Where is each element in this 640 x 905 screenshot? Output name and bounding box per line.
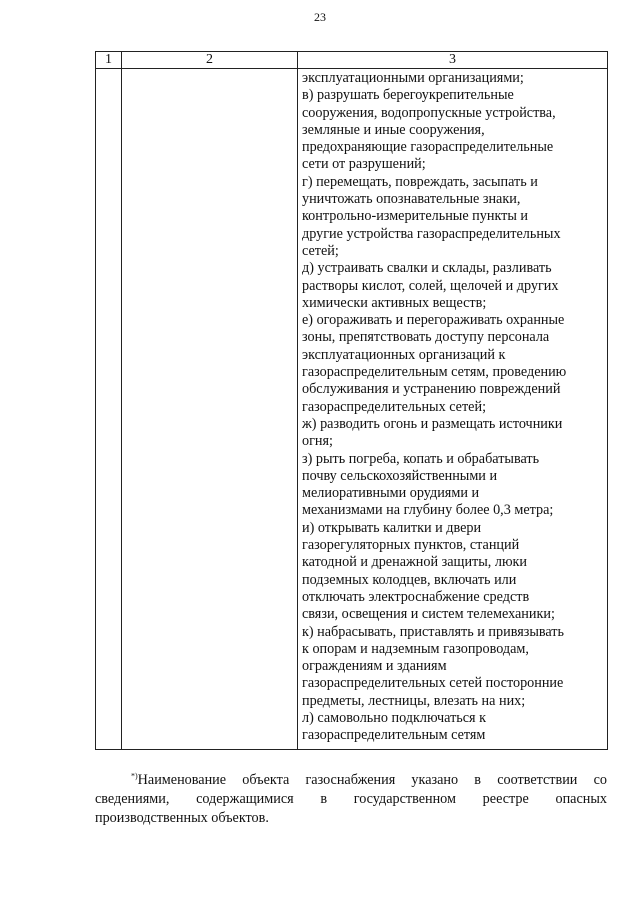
column-header-1: 1 [96, 52, 122, 69]
text-line: растворы кислот, солей, щелочей и других [302, 277, 559, 294]
text-line: з) рыть погреба, копать и обрабатывать [302, 450, 540, 467]
footnote [95, 771, 607, 828]
text-line: связи, освещения и систем телемеханики; [302, 606, 555, 623]
text-line: другие устройства газораспределительных [302, 225, 561, 242]
text-line: л) самовольно подключаться к [302, 709, 487, 726]
text-line: почву сельскохозяйственными и [302, 467, 498, 484]
text-line: е) огораживать и перегораживать охранные [302, 312, 565, 329]
text-line: подземных колодцев, включать или [302, 571, 517, 588]
table-cell-col3 [298, 69, 608, 750]
table-cell-col2 [122, 69, 298, 750]
footnote-word: в [320, 791, 328, 807]
text-line: мелиоративными орудиями и [302, 485, 480, 502]
footnote-line-3: производственных объектов. [95, 810, 269, 826]
footnote-line-1 [95, 771, 607, 790]
column-header-2: 2 [122, 52, 298, 69]
text-line: контрольно-измерительные пункты и [302, 208, 529, 225]
text-line: к) набрасывать, приставлять и привязывать [302, 623, 564, 640]
text-line: д) устраивать свалки и склады, разливать [302, 260, 552, 277]
text-line: эксплуатационными организациями; [302, 70, 524, 86]
text-line: земляные и иные сооружения, [302, 121, 485, 138]
text-line: предохраняющие газораспределительные [302, 139, 554, 156]
text-line: газорегуляторных пунктов, станций [302, 537, 520, 554]
text-line: газораспределительным сетям, проведению [302, 364, 567, 381]
column-header-3: 3 [298, 52, 608, 69]
footnote-word: опасных [555, 791, 607, 807]
footnote-line-2 [95, 790, 607, 809]
footnote-word: содержащимися [196, 791, 294, 807]
document-table [95, 51, 608, 750]
text-line: в) разрушать берегоукрепительные [302, 87, 514, 104]
text-line: к опорам и надземным газопроводам, [302, 640, 529, 657]
text-line: химически активных веществ; [302, 294, 487, 311]
text-line: газораспределительным сетям [302, 727, 486, 744]
text-line: г) перемещать, повреждать, засыпать и [302, 173, 538, 190]
text-line: отключать электроснабжение средств [302, 588, 530, 605]
text-line: зоны, препятствовать доступу персонала [302, 329, 550, 346]
text-line: катодной и дренажной защиты, люки [302, 554, 528, 571]
footnote-word: государственном [353, 791, 456, 807]
footnote-marker: *) [131, 771, 138, 781]
text-line: предметы, лестницы, влезать на них; [302, 692, 526, 709]
text-line: ж) разводить огонь и размещать источники [302, 415, 563, 432]
text-line: и) открывать калитки и двери [302, 519, 482, 536]
page-number: 23 [314, 10, 326, 24]
text-line: газораспределительных сетей; [302, 398, 487, 415]
table-cell-col1 [96, 69, 122, 750]
text-line: эксплуатационных организаций к [302, 346, 506, 363]
text-line: сетей; [302, 242, 339, 259]
table-row [96, 69, 608, 750]
footnote-text-1: Наименование объекта газоснабжения указано в соответствии со [137, 772, 607, 788]
footnote-word: реестре [482, 791, 529, 807]
text-line: обслуживания и устранению повреждений [302, 381, 561, 398]
text-line: огня; [302, 433, 333, 450]
text-line: ограждениям и зданиям [302, 658, 447, 675]
text-line: механизмами на глубину более 0,3 метра; [302, 502, 554, 519]
text-line: сети от разрушений; [302, 156, 426, 173]
text-line: газораспределительных сетей посторонние [302, 675, 564, 692]
text-line: сооружения, водопропускные устройства, [302, 104, 556, 121]
text-line: уничтожать опознавательные знаки, [302, 191, 521, 208]
table-header-row [96, 52, 608, 69]
footnote-word: сведениями, [95, 791, 170, 807]
restrictions-text [298, 69, 607, 745]
